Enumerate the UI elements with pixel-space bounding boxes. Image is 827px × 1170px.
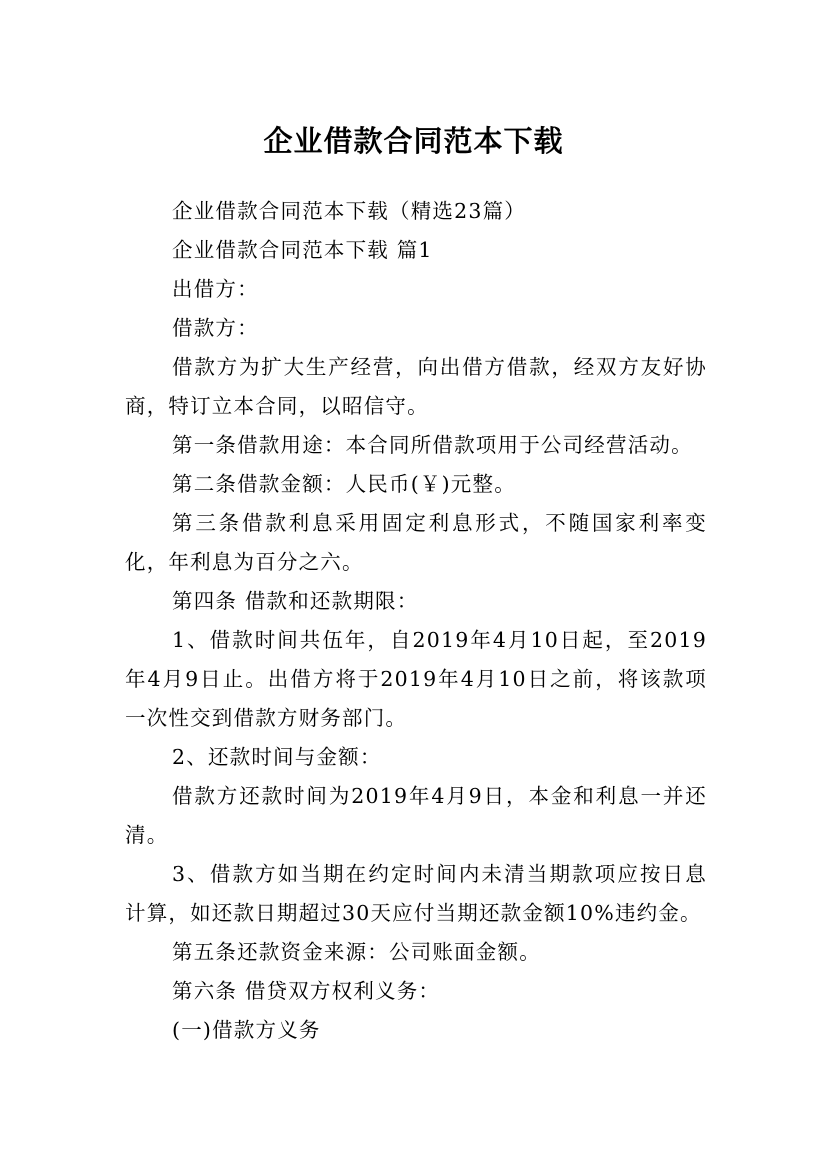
- paragraph-borrower: 借款方：: [172, 316, 259, 340]
- paragraph-section-heading: 企业借款合同范本下载 篇1: [172, 238, 433, 262]
- paragraph-article-4: 第四条 借款和还款期限：: [172, 589, 419, 613]
- paragraph-article-3: 第三条借款利息采用固定利息形式，不随国家利率变化，年利息为百分之六。: [125, 511, 707, 574]
- document-title: 企业借款合同范本下载: [263, 124, 564, 159]
- paragraph-term-2: 2、还款时间与金额：: [172, 745, 382, 769]
- paragraph-term-1: 1、借款时间共伍年，自2019年4月10日起，至2019年4月9日止。出借方将于2019年4月10日之前，将该款项一次性交到借款方财务部门。: [125, 628, 707, 730]
- paragraph-term-3: 3、借款方如当期在约定时间内未清当期款项应按日息计算，如还款日期超过30天应付当期还款金额10%违约金。: [125, 862, 707, 925]
- paragraph-article-5: 第五条还款资金来源：公司账面金额。: [172, 940, 541, 964]
- paragraph-article-2: 第二条借款金额：人民币(￥)元整。: [172, 472, 516, 496]
- paragraph-article-1: 第一条借款用途：本合同所借款项用于公司经营活动。: [172, 433, 693, 457]
- paragraph-preamble: 借款方为扩大生产经营，向出借方借款，经双方友好协商，特订立本合同，以昭信守。: [125, 355, 707, 418]
- paragraph-borrower-obligations: (一)借款方义务: [172, 1018, 321, 1042]
- paragraph-subtitle: 企业借款合同范本下载（精选23篇）: [172, 199, 526, 223]
- document-body: [125, 192, 707, 1050]
- paragraph-repayment: 借款方还款时间为2019年4月9日，本金和利息一并还清。: [125, 784, 707, 847]
- paragraph-lender: 出借方：: [172, 277, 259, 301]
- paragraph-article-6: 第六条 借贷双方权利义务：: [172, 979, 441, 1003]
